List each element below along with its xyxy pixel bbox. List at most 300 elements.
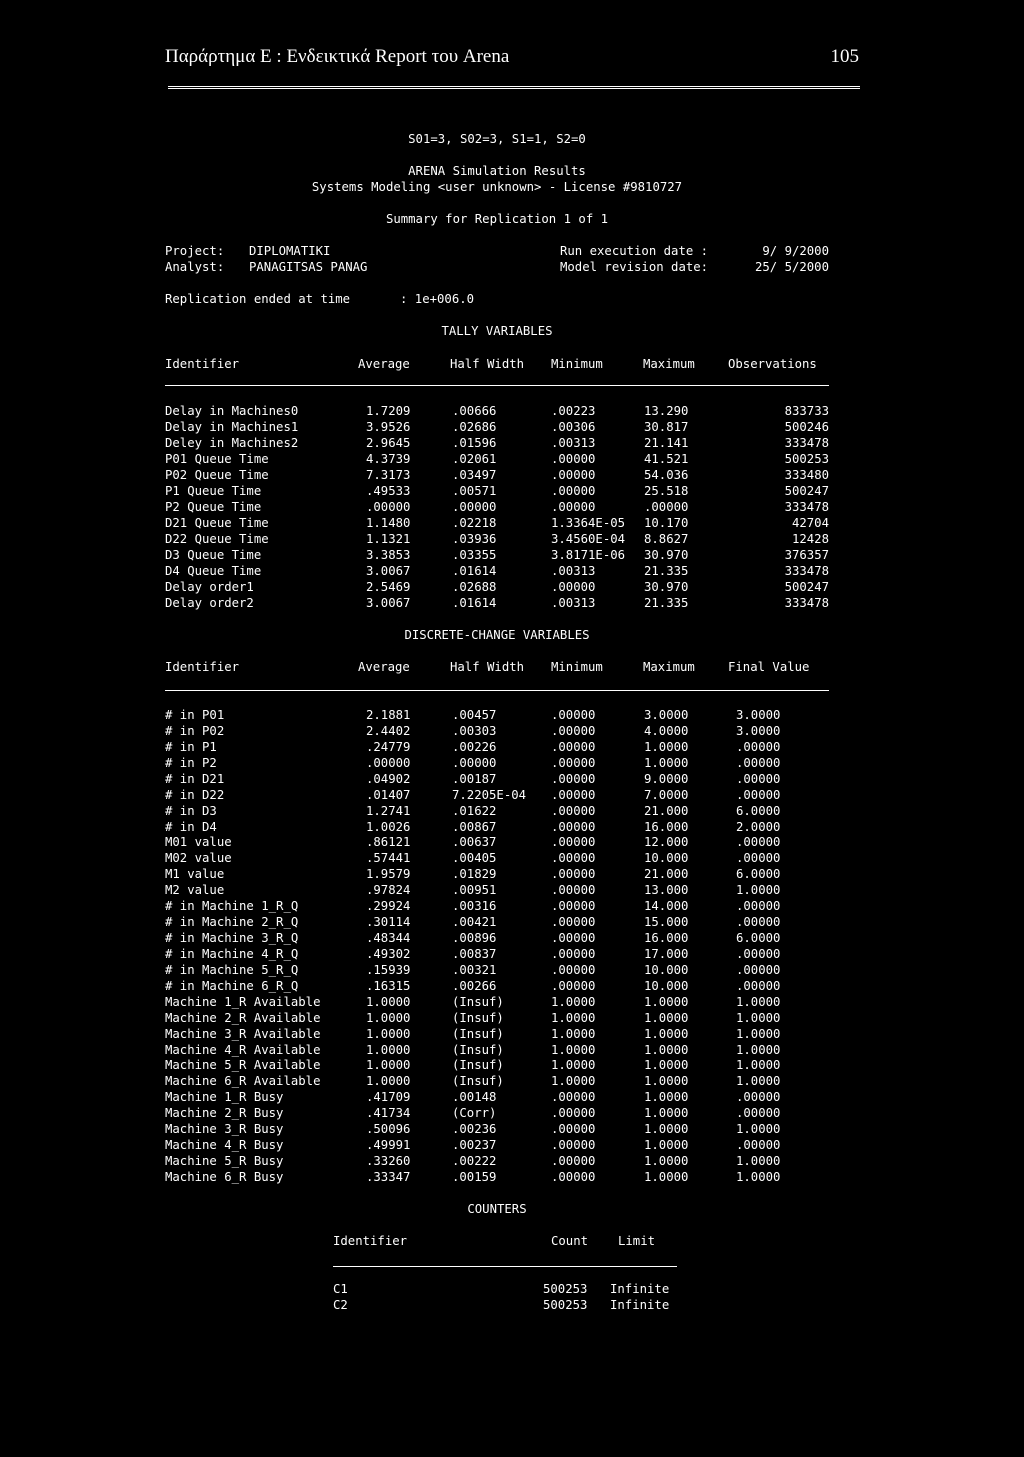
- table-row: [0, 835, 1024, 851]
- maximum-cell: 1.0000: [644, 1154, 689, 1169]
- table-row: [0, 548, 1024, 564]
- final-value-cell: 1.0000: [736, 1058, 781, 1073]
- identifier-cell: # in D4: [165, 819, 217, 834]
- average-cell: 1.0000: [366, 1010, 411, 1025]
- average-cell: 2.4402: [366, 723, 411, 738]
- maximum-cell: 10.000: [644, 978, 689, 993]
- average-cell: 2.9645: [366, 436, 411, 450]
- summary-line: Summary for Replication 1 of 1: [385, 212, 609, 226]
- average-cell: 1.0000: [366, 1074, 411, 1089]
- maximum-cell: 54.036: [644, 468, 689, 482]
- half-width-cell: (Insuf): [452, 994, 504, 1009]
- half-width-cell: .00187: [452, 771, 497, 786]
- half-width-cell: .00148: [452, 1090, 497, 1105]
- average-cell: .01407: [366, 787, 411, 802]
- maximum-header: Maximum: [643, 660, 695, 674]
- half-width-cell: (Insuf): [452, 1026, 504, 1041]
- average-cell: .97824: [366, 883, 411, 898]
- half-width-cell: .03497: [452, 468, 497, 482]
- maximum-cell: 1.0000: [644, 755, 689, 770]
- average-cell: .00000: [366, 500, 411, 514]
- observations-cell: 333480: [784, 468, 829, 482]
- table-row: [0, 404, 1024, 420]
- final-value-cell: 2.0000: [736, 819, 781, 834]
- table-row: [0, 1043, 1024, 1059]
- table-row: [0, 1154, 1024, 1170]
- minimum-cell: .00000: [551, 500, 596, 514]
- table-row: [0, 452, 1024, 468]
- minimum-cell: .00313: [551, 564, 596, 578]
- identifier-cell: P1 Queue Time: [165, 484, 262, 498]
- page-header-title: Παράρτημα Ε : Ενδεικτικά Report του Arena: [165, 46, 510, 67]
- table-row: [0, 1298, 1024, 1314]
- table-row: [0, 804, 1024, 820]
- final-value-cell: 6.0000: [736, 931, 781, 946]
- maximum-cell: 1.0000: [644, 1074, 689, 1089]
- identifier-cell: Machine 5_R Busy: [165, 1154, 284, 1169]
- average-cell: .41709: [366, 1090, 411, 1105]
- minimum-cell: .00000: [551, 803, 596, 818]
- final-value-cell: .00000: [736, 739, 781, 754]
- final-value-cell: .00000: [736, 835, 781, 850]
- table-row: [0, 484, 1024, 500]
- maximum-cell: 10.000: [644, 851, 689, 866]
- identifier-cell: # in P2: [165, 755, 217, 770]
- minimum-cell: 1.3364E-05: [551, 516, 626, 530]
- average-cell: .49533: [366, 484, 411, 498]
- half-width-cell: .00237: [452, 1138, 497, 1153]
- half-width-cell: .00236: [452, 1122, 497, 1137]
- half-width-cell: .00666: [452, 404, 497, 418]
- maximum-cell: 1.0000: [644, 1010, 689, 1025]
- observations-cell: 12428: [791, 532, 829, 546]
- maximum-cell: 7.0000: [644, 787, 689, 802]
- table-row: [0, 1122, 1024, 1138]
- minimum-cell: .00000: [551, 867, 596, 882]
- table-row: [0, 708, 1024, 724]
- table-row: [0, 1138, 1024, 1154]
- maximum-cell: 41.521: [644, 452, 689, 466]
- count-cell: 500253: [543, 1282, 588, 1296]
- half-width-cell: .02688: [452, 580, 497, 594]
- half-width-cell: .00000: [452, 500, 497, 514]
- minimum-cell: .00000: [551, 771, 596, 786]
- limit-cell: Infinite: [610, 1298, 670, 1312]
- maximum-cell: 12.000: [644, 835, 689, 850]
- identifier-cell: D21 Queue Time: [165, 516, 269, 530]
- maximum-cell: 1.0000: [644, 994, 689, 1009]
- identifier-cell: # in Machine 2_R_Q: [165, 915, 299, 930]
- half-width-cell: .01614: [452, 596, 497, 610]
- final-value-cell: .00000: [736, 1090, 781, 1105]
- average-cell: .30114: [366, 915, 411, 930]
- half-width-cell: .00222: [452, 1154, 497, 1169]
- average-cell: 1.1480: [366, 516, 411, 530]
- minimum-cell: 1.0000: [551, 1042, 596, 1057]
- maximum-cell: 1.0000: [644, 1026, 689, 1041]
- identifier-cell: # in Machine 6_R_Q: [165, 978, 299, 993]
- identifier-cell: D22 Queue Time: [165, 532, 269, 546]
- table-row: [0, 995, 1024, 1011]
- maximum-cell: 16.000: [644, 931, 689, 946]
- table-row: [0, 1011, 1024, 1027]
- average-cell: 3.0067: [366, 596, 411, 610]
- minimum-cell: .00000: [551, 452, 596, 466]
- maximum-cell: .00000: [644, 500, 689, 514]
- maximum-cell: 8.8627: [644, 532, 689, 546]
- average-cell: 1.0000: [366, 1042, 411, 1057]
- report-title: ARENA Simulation Results: [408, 164, 586, 178]
- minimum-cell: .00000: [551, 484, 596, 498]
- identifier-cell: M01 value: [165, 835, 232, 850]
- average-cell: .15939: [366, 962, 411, 977]
- identifier-cell: Machine 4_R Available: [165, 1042, 321, 1057]
- average-cell: .41734: [366, 1106, 411, 1121]
- identifier-cell: Machine 5_R Available: [165, 1058, 321, 1073]
- final-value-cell: .00000: [736, 787, 781, 802]
- half-width-cell: .01622: [452, 803, 497, 818]
- average-cell: 2.5469: [366, 580, 411, 594]
- table-row: [0, 580, 1024, 596]
- license-line: Systems Modeling <user unknown> - License #9810727: [311, 180, 683, 194]
- table-row: [0, 851, 1024, 867]
- average-cell: 3.0067: [366, 564, 411, 578]
- maximum-cell: 10.170: [644, 516, 689, 530]
- average-header: Average: [358, 660, 410, 674]
- maximum-cell: 13.290: [644, 404, 689, 418]
- identifier-cell: P2 Queue Time: [165, 500, 262, 514]
- minimum-cell: 1.0000: [551, 1010, 596, 1025]
- observations-cell: 42704: [791, 516, 829, 530]
- maximum-cell: 15.000: [644, 915, 689, 930]
- final-value-cell: 1.0000: [736, 1042, 781, 1057]
- half-width-cell: .02061: [452, 452, 497, 466]
- observations-cell: 333478: [784, 596, 829, 610]
- final-value-cell: 1.0000: [736, 883, 781, 898]
- average-cell: .49302: [366, 946, 411, 961]
- analyst-label: Analyst:: [165, 260, 225, 274]
- maximum-header: Maximum: [643, 357, 695, 371]
- identifier-cell: Delay in Machines0: [165, 404, 299, 418]
- identifier-cell: Delay order2: [165, 596, 254, 610]
- final-value-cell: 1.0000: [736, 1169, 781, 1184]
- table-row: [0, 979, 1024, 995]
- average-cell: 1.0000: [366, 1026, 411, 1041]
- minimum-cell: .00000: [551, 1138, 596, 1153]
- table-row: [0, 931, 1024, 947]
- final-value-header: Final Value: [728, 660, 810, 674]
- identifier-header: Identifier: [165, 357, 240, 371]
- table-row: [0, 740, 1024, 756]
- half-width-cell: (Insuf): [452, 1074, 504, 1089]
- final-value-cell: .00000: [736, 915, 781, 930]
- identifier-cell: # in P02: [165, 723, 225, 738]
- identifier-cell: Deley in Machines2: [165, 436, 299, 450]
- minimum-cell: 1.0000: [551, 994, 596, 1009]
- observations-cell: 333478: [784, 436, 829, 450]
- table-row: [0, 867, 1024, 883]
- minimum-cell: .00000: [551, 819, 596, 834]
- identifier-cell: # in Machine 3_R_Q: [165, 931, 299, 946]
- minimum-cell: .00000: [551, 1122, 596, 1137]
- average-cell: 3.3853: [366, 548, 411, 562]
- page-header: [165, 46, 859, 74]
- final-value-cell: 1.0000: [736, 1122, 781, 1137]
- average-cell: 4.3739: [366, 452, 411, 466]
- half-width-cell: .03936: [452, 532, 497, 546]
- identifier-cell: Machine 4_R Busy: [165, 1138, 284, 1153]
- average-cell: .33347: [366, 1169, 411, 1184]
- identifier-cell: M02 value: [165, 851, 232, 866]
- replication-value: : 1e+006.0: [400, 292, 475, 306]
- average-cell: .33260: [366, 1154, 411, 1169]
- final-value-cell: .00000: [736, 946, 781, 961]
- maximum-cell: 1.0000: [644, 1106, 689, 1121]
- table-row: [0, 596, 1024, 612]
- table-row: [0, 756, 1024, 772]
- observations-cell: 500253: [784, 452, 829, 466]
- table-row: [0, 1282, 1024, 1298]
- identifier-cell: C2: [333, 1298, 348, 1312]
- maximum-cell: 9.0000: [644, 771, 689, 786]
- half-width-cell: .00867: [452, 819, 497, 834]
- maximum-cell: 21.000: [644, 867, 689, 882]
- table-row: [0, 500, 1024, 516]
- minimum-header: Minimum: [551, 357, 603, 371]
- minimum-cell: .00313: [551, 596, 596, 610]
- average-cell: .57441: [366, 851, 411, 866]
- average-cell: 1.1321: [366, 532, 411, 546]
- tally-title: TALLY VARIABLES: [441, 324, 553, 338]
- identifier-cell: # in Machine 5_R_Q: [165, 962, 299, 977]
- identifier-cell: # in D22: [165, 787, 225, 802]
- final-value-cell: .00000: [736, 771, 781, 786]
- half-width-cell: .00226: [452, 739, 497, 754]
- table-row: [0, 564, 1024, 580]
- maximum-cell: 21.335: [644, 596, 689, 610]
- half-width-header: Half Width: [450, 660, 525, 674]
- count-header: Count: [551, 1234, 589, 1248]
- table-row: [0, 724, 1024, 740]
- discrete-title: DISCRETE-CHANGE VARIABLES: [404, 628, 590, 642]
- average-cell: .16315: [366, 978, 411, 993]
- half-width-cell: .00421: [452, 915, 497, 930]
- average-cell: 3.9526: [366, 420, 411, 434]
- half-width-cell: .02686: [452, 420, 497, 434]
- minimum-cell: .00000: [551, 931, 596, 946]
- final-value-cell: .00000: [736, 851, 781, 866]
- observations-cell: 500246: [784, 420, 829, 434]
- half-width-cell: .00405: [452, 851, 497, 866]
- final-value-cell: 1.0000: [736, 1154, 781, 1169]
- project-value: DIPLOMATIKI: [249, 244, 331, 258]
- run-date-value: 9/ 9/2000: [762, 244, 829, 258]
- maximum-cell: 1.0000: [644, 1090, 689, 1105]
- half-width-cell: .00571: [452, 484, 497, 498]
- minimum-cell: .00000: [551, 851, 596, 866]
- minimum-cell: 1.0000: [551, 1026, 596, 1041]
- half-width-cell: (Corr): [452, 1106, 497, 1121]
- table-row: [0, 963, 1024, 979]
- model-date-value: 25/ 5/2000: [754, 260, 829, 274]
- average-cell: 1.2741: [366, 803, 411, 818]
- minimum-cell: .00000: [551, 1106, 596, 1121]
- header-divider: [168, 86, 860, 89]
- identifier-header: Identifier: [333, 1234, 408, 1248]
- final-value-cell: 3.0000: [736, 708, 781, 722]
- identifier-cell: Machine 3_R Available: [165, 1026, 321, 1041]
- maximum-cell: 25.518: [644, 484, 689, 498]
- table-row: [0, 1058, 1024, 1074]
- half-width-cell: .00321: [452, 962, 497, 977]
- maximum-cell: 1.0000: [644, 1058, 689, 1073]
- identifier-cell: Delay in Machines1: [165, 420, 299, 434]
- minimum-cell: .00000: [551, 899, 596, 914]
- identifier-cell: Machine 2_R Busy: [165, 1106, 284, 1121]
- table-row: [0, 899, 1024, 915]
- model-date-label: Model revision date:: [560, 260, 709, 274]
- final-value-cell: 1.0000: [736, 1026, 781, 1041]
- half-width-cell: .00637: [452, 835, 497, 850]
- maximum-cell: 1.0000: [644, 1122, 689, 1137]
- final-value-cell: 6.0000: [736, 803, 781, 818]
- identifier-cell: # in Machine 4_R_Q: [165, 946, 299, 961]
- identifier-cell: # in P01: [165, 708, 225, 722]
- maximum-cell: 21.000: [644, 803, 689, 818]
- minimum-cell: 1.0000: [551, 1058, 596, 1073]
- half-width-cell: .01614: [452, 564, 497, 578]
- minimum-cell: .00000: [551, 962, 596, 977]
- final-value-cell: .00000: [736, 962, 781, 977]
- analyst-value: PANAGITSAS PANAG: [249, 260, 368, 274]
- minimum-cell: .00000: [551, 755, 596, 770]
- observations-cell: 333478: [784, 500, 829, 514]
- identifier-cell: Delay order1: [165, 580, 254, 594]
- identifier-cell: # in D3: [165, 803, 217, 818]
- minimum-cell: .00000: [551, 468, 596, 482]
- identifier-cell: Machine 6_R Busy: [165, 1169, 284, 1184]
- half-width-cell: .00316: [452, 899, 497, 914]
- table-row: [0, 1170, 1024, 1186]
- maximum-cell: 1.0000: [644, 1138, 689, 1153]
- observations-cell: 500247: [784, 580, 829, 594]
- identifier-cell: Machine 6_R Available: [165, 1074, 321, 1089]
- half-width-cell: (Insuf): [452, 1010, 504, 1025]
- identifier-header: Identifier: [165, 660, 240, 674]
- table-row: [0, 516, 1024, 532]
- final-value-cell: 1.0000: [736, 1074, 781, 1089]
- half-width-cell: .00303: [452, 723, 497, 738]
- minimum-cell: .00223: [551, 404, 596, 418]
- identifier-cell: D3 Queue Time: [165, 548, 262, 562]
- maximum-cell: 21.141: [644, 436, 689, 450]
- table-row: [0, 1090, 1024, 1106]
- table-row: [0, 947, 1024, 963]
- final-value-cell: 3.0000: [736, 723, 781, 738]
- minimum-cell: 1.0000: [551, 1074, 596, 1089]
- observations-header: Observations: [728, 357, 817, 371]
- maximum-cell: 30.817: [644, 420, 689, 434]
- half-width-cell: .01829: [452, 867, 497, 882]
- minimum-cell: .00000: [551, 1090, 596, 1105]
- minimum-cell: .00000: [551, 739, 596, 754]
- table-row: [0, 1027, 1024, 1043]
- final-value-cell: .00000: [736, 899, 781, 914]
- identifier-cell: Machine 1_R Busy: [165, 1090, 284, 1105]
- minimum-cell: .00000: [551, 1169, 596, 1184]
- limit-cell: Infinite: [610, 1282, 670, 1296]
- maximum-cell: 14.000: [644, 899, 689, 914]
- table-row: [0, 420, 1024, 436]
- observations-cell: 833733: [784, 404, 829, 418]
- half-width-cell: (Insuf): [452, 1058, 504, 1073]
- count-cell: 500253: [543, 1298, 588, 1312]
- final-value-cell: .00000: [736, 1138, 781, 1153]
- maximum-cell: 1.0000: [644, 1169, 689, 1184]
- average-cell: .48344: [366, 931, 411, 946]
- maximum-cell: 30.970: [644, 580, 689, 594]
- half-width-cell: .00159: [452, 1169, 497, 1184]
- final-value-cell: .00000: [736, 755, 781, 770]
- maximum-cell: 30.970: [644, 548, 689, 562]
- identifier-cell: C1: [333, 1282, 348, 1296]
- minimum-cell: .00000: [551, 708, 596, 722]
- half-width-cell: (Insuf): [452, 1042, 504, 1057]
- minimum-header: Minimum: [551, 660, 603, 674]
- average-cell: 1.0000: [366, 994, 411, 1009]
- maximum-cell: 1.0000: [644, 739, 689, 754]
- observations-cell: 500247: [784, 484, 829, 498]
- minimum-cell: .00000: [551, 580, 596, 594]
- average-cell: .00000: [366, 755, 411, 770]
- identifier-cell: # in D21: [165, 771, 225, 786]
- counters-divider: [333, 1266, 677, 1267]
- half-width-cell: 7.2205E-04: [452, 787, 527, 802]
- identifier-cell: # in P1: [165, 739, 217, 754]
- maximum-cell: 16.000: [644, 819, 689, 834]
- final-value-cell: .00000: [736, 978, 781, 993]
- minimum-cell: .00000: [551, 946, 596, 961]
- minimum-cell: .00000: [551, 978, 596, 993]
- identifier-cell: P01 Queue Time: [165, 452, 269, 466]
- maximum-cell: 21.335: [644, 564, 689, 578]
- maximum-cell: 10.000: [644, 962, 689, 977]
- identifier-cell: Machine 2_R Available: [165, 1010, 321, 1025]
- maximum-cell: 1.0000: [644, 1042, 689, 1057]
- half-width-cell: .00896: [452, 931, 497, 946]
- identifier-cell: # in Machine 1_R_Q: [165, 899, 299, 914]
- average-cell: 7.3173: [366, 468, 411, 482]
- average-cell: 1.9579: [366, 867, 411, 882]
- identifier-cell: Machine 1_R Available: [165, 994, 321, 1009]
- table-row: [0, 915, 1024, 931]
- table-row: [0, 1106, 1024, 1122]
- discrete-divider: [165, 690, 829, 691]
- minimum-cell: 3.4560E-04: [551, 532, 626, 546]
- average-cell: .04902: [366, 771, 411, 786]
- half-width-cell: .03355: [452, 548, 497, 562]
- average-cell: 2.1881: [366, 708, 411, 722]
- minimum-cell: .00306: [551, 420, 596, 434]
- minimum-cell: .00313: [551, 436, 596, 450]
- final-value-cell: 6.0000: [736, 867, 781, 882]
- average-cell: 1.0026: [366, 819, 411, 834]
- minimum-cell: .00000: [551, 1154, 596, 1169]
- half-width-cell: .00266: [452, 978, 497, 993]
- maximum-cell: 13.000: [644, 883, 689, 898]
- table-row: [0, 1074, 1024, 1090]
- counters-title: COUNTERS: [467, 1202, 527, 1216]
